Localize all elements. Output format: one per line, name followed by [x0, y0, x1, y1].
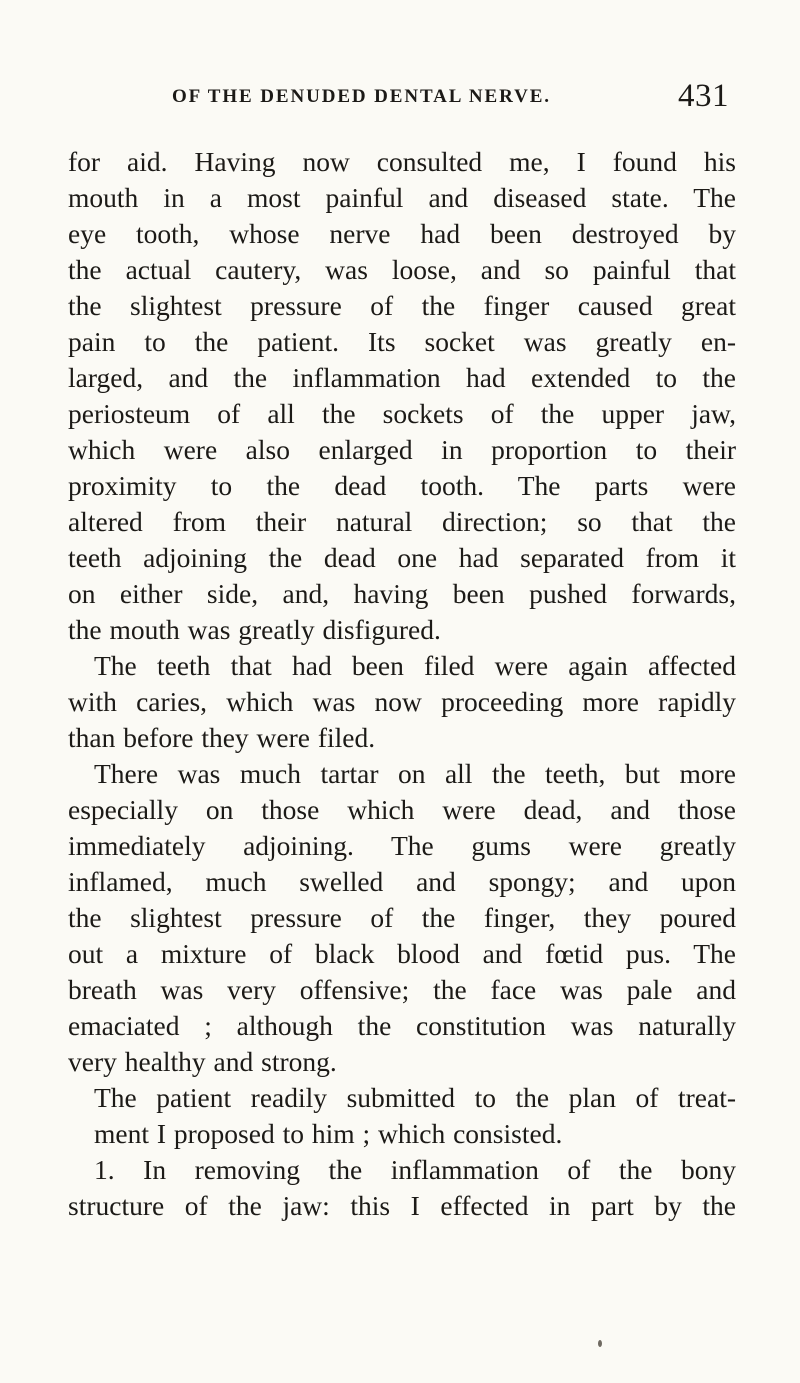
text-line: the actual cautery, was loose, and so painful that — [68, 254, 736, 285]
text-line: teeth adjoining the dead one had separated from it — [68, 542, 736, 573]
text-line: proximity to the dead tooth. The parts were — [68, 470, 736, 501]
text-line: mouth in a most painful and diseased state. The — [68, 182, 736, 213]
text-line: the mouth was greatly disfigured. — [68, 614, 441, 645]
text-line: The patient readily submitted to the plan of treat- — [94, 1082, 736, 1113]
text-line: eye tooth, whose nerve had been destroyed by — [68, 218, 736, 249]
text-line: the slightest pressure of the finger caused great — [68, 290, 736, 321]
text-line: for aid. Having now consulted me, I found his — [68, 146, 736, 177]
text-line: inflamed, much swelled and spongy; and upon — [68, 866, 736, 897]
page-number: 431 — [678, 78, 729, 114]
text-line: pain to the patient. Its socket was greatly en- — [68, 326, 736, 357]
text-line: than before they were filed. — [68, 722, 376, 753]
text-line: periosteum of all the sockets of the upper jaw, — [68, 398, 736, 429]
ink-speck — [598, 1340, 602, 1347]
text-line: immediately adjoining. The gums were greatly — [68, 830, 736, 861]
text-line: out a mixture of black blood and fœtid pus. The — [68, 938, 736, 969]
running-title: OF THE DENUDED DENTAL NERVE. — [172, 86, 551, 107]
text-line: ment I proposed to him ; which consisted. — [94, 1118, 563, 1149]
text-line: structure of the jaw: this I effected in part by the — [68, 1190, 736, 1221]
text-line: emaciated ; although the constitution was naturally — [68, 1010, 736, 1041]
text-line: very healthy and strong. — [68, 1046, 337, 1077]
running-head — [0, 78, 800, 126]
text-line: breath was very offensive; the face was pale and — [68, 974, 736, 1005]
text-line: altered from their natural direction; so that the — [68, 506, 736, 537]
text-line: There was much tartar on all the teeth, but more — [94, 758, 736, 789]
text-line: on either side, and, having been pushed forwards, — [68, 578, 736, 609]
text-line: especially on those which were dead, and those — [68, 794, 736, 825]
body-text — [68, 144, 736, 1224]
text-line: larged, and the inflammation had extended to the — [68, 362, 736, 393]
text-line: The teeth that had been filed were again affected — [94, 650, 736, 681]
text-line: which were also enlarged in proportion to their — [68, 434, 736, 465]
text-line: 1. In removing the inflammation of the bony — [94, 1154, 736, 1185]
text-line: the slightest pressure of the finger, they poured — [68, 902, 736, 933]
text-line: with caries, which was now proceeding more rapidly — [68, 686, 736, 717]
